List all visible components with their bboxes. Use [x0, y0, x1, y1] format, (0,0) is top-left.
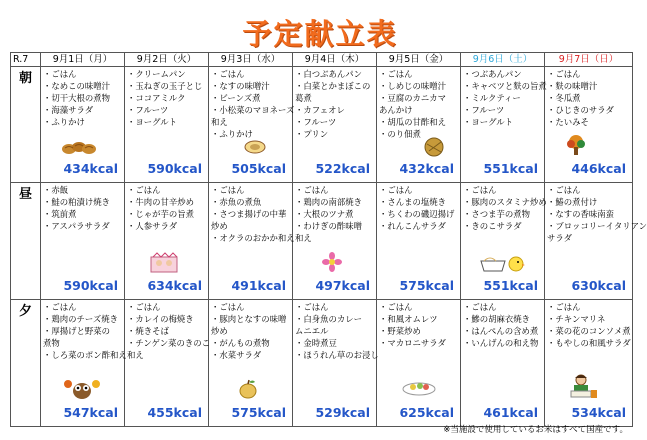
breakfast-row [11, 67, 633, 183]
menu-item: ・ちくわの磯辺揚げ [379, 209, 455, 219]
menu-item: ・玉ねぎの玉子とじ [127, 81, 203, 91]
menu-item: ・いんげんの和え物 [463, 338, 539, 348]
respect-for-aged-illustration [149, 251, 179, 277]
menu-item: ・ミルクティー [463, 93, 521, 103]
day-header-saturday: 9月6日（土） [461, 53, 545, 67]
menu-cell [293, 183, 377, 300]
menu-item: ・胡瓜の甘酢和え [379, 117, 446, 127]
menu-item: ・ひじきのサラダ [547, 105, 614, 115]
menu-item: ・ごはん [379, 69, 413, 79]
menu-item: ・カフェオレ [295, 105, 345, 115]
calorie-value: 505kcal [231, 161, 286, 176]
menu-item: ・鶏肉のチーズ焼き [43, 314, 118, 324]
menu-item: ・切干大根の煮物 [43, 93, 110, 103]
salad-plate-illustration [401, 378, 437, 400]
menu-item-list [463, 301, 542, 349]
menu-item: ・ごはん [379, 185, 413, 195]
calorie-value: 529kcal [315, 405, 370, 420]
menu-item: ・豆腐のカニカマ [379, 93, 446, 103]
menu-item: ・鰺の胡麻衣焼き [463, 314, 530, 324]
calorie-value: 634kcal [147, 278, 202, 293]
menu-item: ・ごはん [547, 69, 581, 79]
day-header: 9月1日（月） [41, 53, 125, 67]
menu-item: ・ごはん [43, 69, 77, 79]
menu-item: ・ふりかけ [43, 117, 85, 127]
menu-cell [125, 183, 209, 300]
menu-item: ・和風オムレツ [379, 314, 438, 324]
menu-item: ・ブロッコリーイタリアン [547, 221, 647, 231]
menu-item: ・アスパラサラダ [43, 221, 110, 231]
menu-item: ・たいみそ [547, 117, 589, 127]
footnote: ※当施設で使用しているお米はすべて国産です。 [443, 425, 628, 435]
year-label: R.7 [11, 53, 41, 67]
menu-item: ・フルーツ [463, 105, 505, 115]
menu-item: サラダ [547, 233, 573, 243]
menu-cell [461, 183, 545, 300]
menu-item: ・牛肉の甘辛炒め [127, 197, 194, 207]
menu-cell [293, 300, 377, 427]
menu-item: ・しめじの味噌汁 [379, 81, 446, 91]
menu-item: ・筑前煮 [43, 209, 77, 219]
calorie-value: 491kcal [231, 278, 286, 293]
menu-item: ・なすの味噌汁 [211, 81, 270, 91]
calorie-value: 522kcal [315, 161, 370, 176]
menu-item: ・大根のツナ煮 [295, 209, 354, 219]
menu-item: ・麩の味噌汁 [547, 81, 598, 91]
menu-cell [41, 67, 125, 183]
lunch-row [11, 183, 633, 300]
day-header: 9月4日（木） [293, 53, 377, 67]
menu-item-list [43, 68, 122, 128]
menu-cell [125, 300, 209, 427]
sweet-potato-illustration [243, 136, 267, 160]
calorie-value: 497kcal [315, 278, 370, 293]
menu-item: ・ヨーグルト [127, 117, 177, 127]
menu-item: ・豚肉のスタミナ炒め [463, 197, 547, 207]
menu-item: ・水菜サラダ [211, 350, 262, 360]
menu-cell [209, 67, 293, 183]
day-header: 9月5日（金） [377, 53, 461, 67]
menu-item: ・れんこんサラダ [379, 221, 446, 231]
menu-item: 煮物 [43, 338, 60, 348]
menu-item: ・つぶあんパン [463, 69, 522, 79]
menu-item-list [463, 68, 547, 128]
menu-item: ・ごはん [379, 302, 413, 312]
day-header: 9月2日（火） [125, 53, 209, 67]
menu-item: ・ほうれん草のお浸し [295, 350, 379, 360]
menu-cell [41, 183, 125, 300]
person-reading-illustration [565, 374, 599, 404]
calorie-value: 551kcal [483, 278, 538, 293]
calorie-value: 625kcal [399, 405, 454, 420]
calorie-value: 575kcal [231, 405, 286, 420]
menu-item: ・ビーンズ煮 [211, 93, 261, 103]
menu-item: ・鶏肉の南部焼き [295, 197, 362, 207]
menu-item: ・なめこの味噌汁 [43, 81, 110, 91]
calorie-value: 551kcal [483, 161, 538, 176]
menu-item: ・ごはん [127, 185, 161, 195]
menu-cell [377, 300, 461, 427]
calorie-value: 547kcal [63, 405, 118, 420]
menu-cell [377, 67, 461, 183]
autumn-tree-illustration [563, 134, 589, 160]
menu-item: ・ヨーグルト [463, 117, 513, 127]
meal-label: 夕 [11, 300, 41, 427]
menu-item: ・のり佃煮 [379, 129, 421, 139]
menu-item: ・白身魚のカレー [295, 314, 362, 324]
menu-item: ・じゃが芋の旨煮 [127, 209, 194, 219]
menu-item: ・ごはん [127, 302, 161, 312]
menu-item: ・赤飯 [43, 185, 69, 195]
header-row [11, 53, 633, 67]
calorie-value: 630kcal [571, 278, 626, 293]
menu-cell [545, 183, 647, 300]
menu-item-list [211, 301, 290, 361]
menu-item: ・マカロニサラダ [379, 338, 446, 348]
menu-item: ・厚揚げと野菜の [43, 326, 110, 336]
menu-item-list [547, 184, 647, 244]
menu-item: ・ふりかけ [211, 129, 253, 139]
menu-item-list [211, 184, 295, 244]
menu-item-list [43, 301, 127, 361]
menu-item: ・もやしの和風サラダ [547, 338, 631, 348]
meal-label: 昼 [11, 183, 41, 300]
menu-cell [545, 300, 633, 427]
menu-item: ・がんもの煮物 [211, 338, 270, 348]
menu-item-list [379, 184, 458, 232]
menu-item: ・焼きそば [127, 326, 169, 336]
menu-item: ・キャベツと麩の旨煮 [463, 81, 547, 91]
menu-item: ・オクラのおかか和え [211, 233, 295, 243]
menu-item: ・ごはん [211, 302, 245, 312]
menu-table [10, 52, 647, 427]
calorie-value: 446kcal [571, 161, 626, 176]
menu-item: ・なすの香味南蛮 [547, 209, 614, 219]
menu-item: ・チンゲン菜のきのこ [127, 338, 210, 348]
menu-item: ・きのこサラダ [463, 221, 522, 231]
menu-item: ・白菜とかまぼこの [295, 81, 371, 91]
menu-item-list [127, 68, 206, 128]
menu-item: ・チキンマリネ [547, 314, 606, 324]
dinner-row [11, 300, 633, 427]
menu-item: 和え [295, 233, 312, 243]
menu-item: ・ココアミルク [127, 93, 186, 103]
menu-cell [377, 183, 461, 300]
menu-item-list [379, 301, 458, 349]
day-header: 9月3日（水） [209, 53, 293, 67]
chestnuts-illustration [421, 136, 447, 160]
menu-item: ・ごはん [295, 302, 329, 312]
menu-cell [209, 183, 293, 300]
menu-item: ・ごはん [547, 185, 581, 195]
menu-cell [209, 300, 293, 427]
chick-noodle-illustration [479, 253, 525, 277]
menu-item: ・さんまの塩焼き [379, 197, 446, 207]
menu-cell [125, 67, 209, 183]
menu-item: ・ごはん [463, 302, 497, 312]
menu-cell [461, 300, 545, 427]
menu-item-list [547, 301, 630, 349]
menu-item: ・豚肉となすの味噌 [211, 314, 287, 324]
menu-cell [545, 67, 633, 183]
menu-item-list [379, 68, 458, 140]
menu-item-list [127, 184, 206, 232]
calorie-value: 575kcal [399, 278, 454, 293]
menu-item: ・鰆の煮付け [547, 197, 598, 207]
menu-item: ・海藻サラダ [43, 105, 94, 115]
menu-item-list [295, 68, 374, 140]
menu-item: ・わけぎの酢味噌 [295, 221, 362, 231]
calorie-value: 432kcal [399, 161, 454, 176]
menu-item: ・さつま芋の煮物 [463, 209, 530, 219]
menu-item: あんかけ [379, 105, 413, 115]
calorie-value: 590kcal [63, 278, 118, 293]
menu-item: ・ごはん [211, 69, 245, 79]
menu-item: ・フルーツ [295, 117, 337, 127]
menu-item: ・白つぶあんパン [295, 69, 362, 79]
calorie-value: 590kcal [147, 161, 202, 176]
menu-item: 和え [127, 350, 144, 360]
owl-autumn-illustration [63, 378, 101, 404]
menu-item: 和え [211, 117, 228, 127]
menu-item: ・小松菜のマヨネーズ [211, 105, 295, 115]
menu-item-list [463, 184, 547, 232]
menu-item: 葛煮 [295, 93, 312, 103]
calorie-value: 455kcal [147, 405, 202, 420]
menu-item-list [43, 184, 122, 232]
menu-item: ・フルーツ [127, 105, 169, 115]
menu-item: ・野菜炒め [379, 326, 421, 336]
menu-item: ・ごはん [211, 185, 245, 195]
menu-item: ・ごはん [463, 185, 497, 195]
menu-item: ・ごはん [43, 302, 77, 312]
calorie-value: 461kcal [483, 405, 538, 420]
menu-item: ・赤魚の煮魚 [211, 197, 262, 207]
bread-rolls-illustration [61, 138, 97, 160]
menu-item: ムニエル [295, 326, 329, 336]
menu-cell [41, 300, 125, 427]
menu-item: ・はんぺんの含め煮 [463, 326, 539, 336]
menu-item: ・さつま揚げの中華 [211, 209, 287, 219]
menu-cell [293, 67, 377, 183]
menu-item-list [127, 301, 210, 361]
calorie-value: 434kcal [63, 161, 118, 176]
menu-item: ・カレイの梅焼き [127, 314, 194, 324]
page-title: 予定献立表 [242, 17, 398, 51]
menu-item: ・菜の花のコンソメ煮 [547, 326, 631, 336]
menu-item: ・鮭の粕漬け焼き [43, 197, 110, 207]
menu-item-list [211, 68, 295, 140]
menu-item: 炒め [211, 221, 228, 231]
menu-item: ・しろ菜のポン酢和え [43, 350, 127, 360]
menu-item-list [295, 301, 379, 361]
meal-label: 朝 [11, 67, 41, 183]
menu-item: 炒め [211, 326, 228, 336]
menu-item: ・クリームパン [127, 69, 186, 79]
calorie-value: 534kcal [571, 405, 626, 420]
menu-item: ・ごはん [295, 185, 329, 195]
menu-cell [461, 67, 545, 183]
day-header-sunday: 9月7日（日） [545, 53, 633, 67]
pear-illustration [237, 378, 259, 404]
menu-item: ・人参サラダ [127, 221, 178, 231]
menu-item: ・金時煮豆 [295, 338, 337, 348]
menu-item: ・ごはん [547, 302, 581, 312]
menu-item: ・冬瓜煮 [547, 93, 581, 103]
menu-item-list [547, 68, 630, 128]
cosmos-flower-illustration [321, 251, 343, 277]
menu-item: ・プリン [295, 129, 329, 139]
menu-item-list [295, 184, 374, 244]
